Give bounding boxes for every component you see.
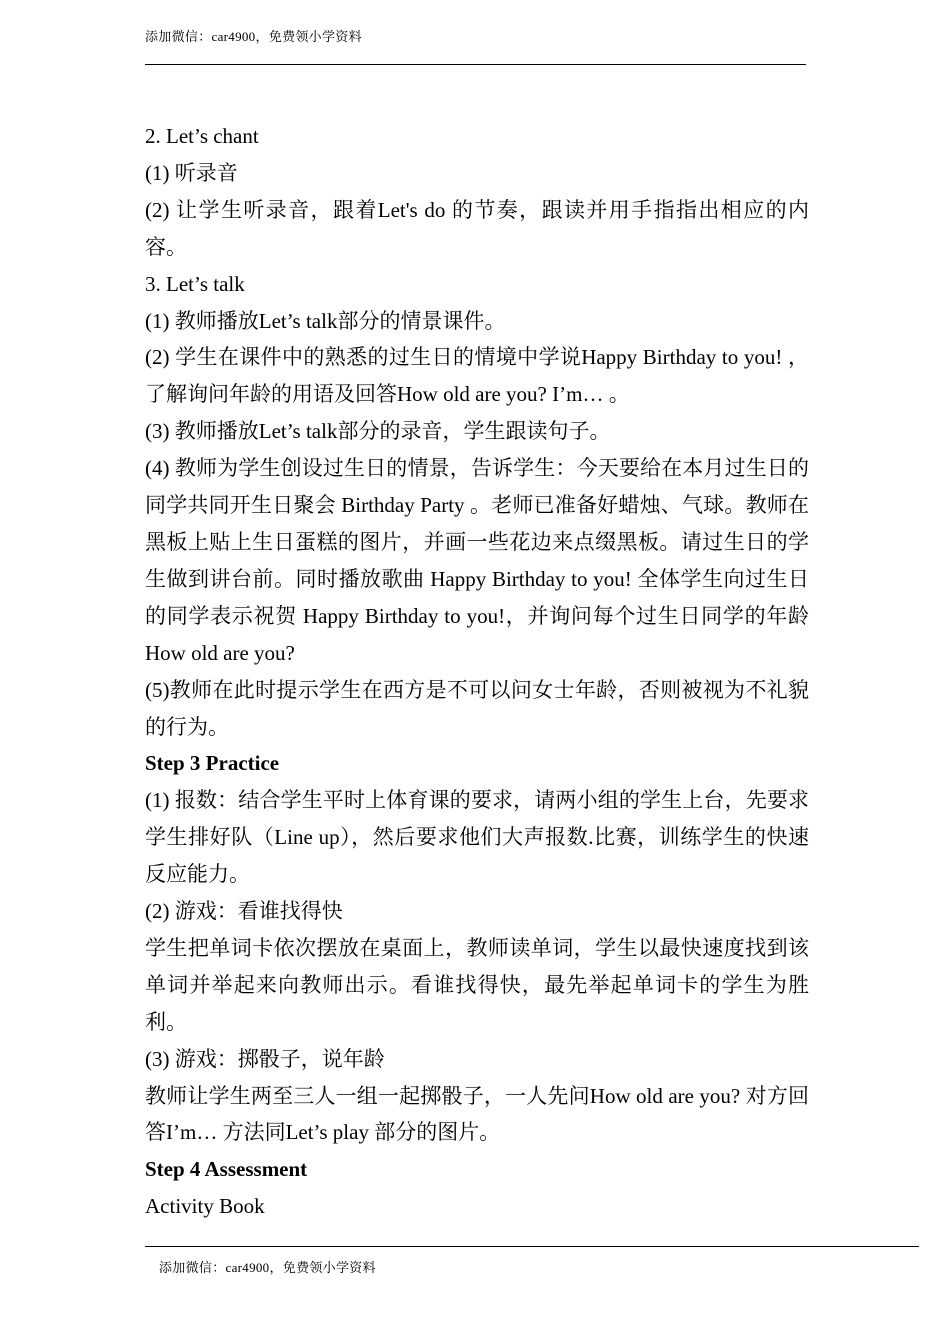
header-note: 添加微信：car4900，免费领小学资料 <box>145 29 362 44</box>
footer-divider <box>145 1246 919 1247</box>
paragraph: (1) 教师播放Let’s talk部分的情景课件。 <box>145 308 506 333</box>
step-heading-assessment: Step 4 Assessment <box>145 1157 308 1182</box>
paragraph: (2) 游戏：看谁找得快 <box>145 899 343 924</box>
paragraph: Activity Book <box>145 1194 265 1219</box>
paragraph: 学生把单词卡依次摆放在桌面上，教师读单词，学生以最快速度找到该单词并举起来向教师出示。看谁找得快，最先举起单词卡的学生为胜利。 <box>145 935 809 1034</box>
document-body <box>145 118 809 1225</box>
footer-note: 添加微信：car4900，免费领小学资料 <box>159 1260 376 1275</box>
paragraph: (3) 教师播放Let’s talk部分的录音，学生跟读句子。 <box>145 419 611 444</box>
paragraph: (2) 学生在课件中的熟悉的过生日的情境中学说Happy Birthday to you! ， 了解询问年龄的用语及回答How old are you? I’m… 。 <box>145 345 809 407</box>
step-heading-practice: Step 3 Practice <box>145 751 280 776</box>
section-heading-talk: 3. Let’s talk <box>145 271 245 296</box>
header-divider <box>145 64 806 65</box>
section-heading-chant: 2. Let’s chant <box>145 124 259 148</box>
paragraph: 教师让学生两至三人一组一起掷骰子，一人先问How old are you? 对方回答I’m… 方法同Let’s play 部分的图片。 <box>145 1083 809 1145</box>
paragraph: (5)教师在此时提示学生在西方是不可以问女士年龄，否则被视为不礼貌的行为。 <box>145 677 809 739</box>
paragraph: (4) 教师为学生创设过生日的情景，告诉学生：今天要给在本月过生日的同学共同开生日聚会 Birthday Party 。老师已准备好蜡烛、气球。教师在黑板上贴上生日蛋糕的图片，并画一些花边来点缀黑板。请过生日的学生做到讲台前。同时播放歌曲 Happy Birthday to you! 全体学生向过生日的同学表示祝贺 Happy Birthday to you!，并询问每个过生日同学的年龄 How old are you? <box>145 456 809 665</box>
paragraph: (2) 让学生听录音，跟着Let's do 的节奏，跟读并用手指指出相应的内容。 <box>145 197 809 259</box>
paragraph: (1) 听录音 <box>145 160 238 185</box>
paragraph: (3) 游戏：掷骰子，说年龄 <box>145 1046 385 1071</box>
paragraph: (1) 报数：结合学生平时上体育课的要求，请两小组的学生上台，先要求学生排好队（Line up），然后要求他们大声报数.比赛，训练学生的快速反应能力。 <box>145 788 809 887</box>
